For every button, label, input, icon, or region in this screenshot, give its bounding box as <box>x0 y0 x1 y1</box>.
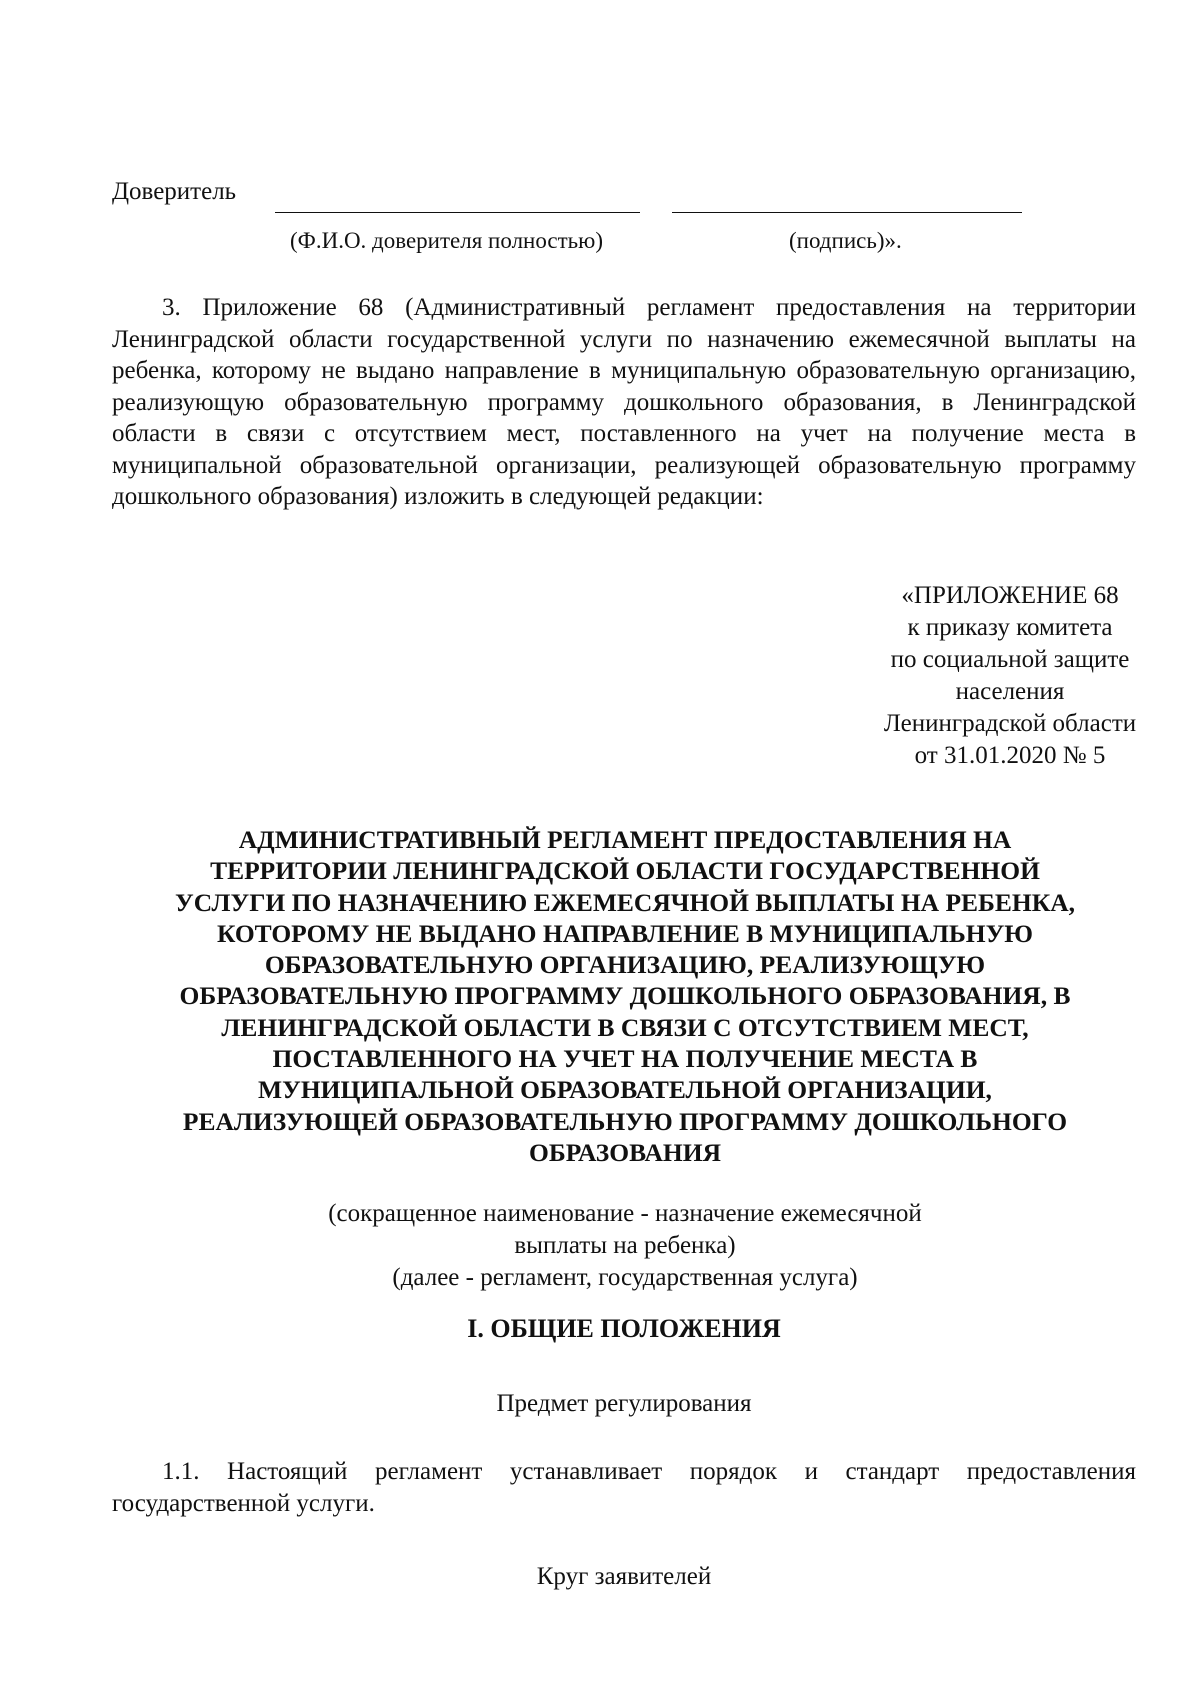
attachment-line: населения <box>955 678 1065 705</box>
subheading-subject: Предмет регулирования <box>496 1390 752 1417</box>
section-heading: I. ОБЩИЕ ПОЛОЖЕНИЯ <box>467 1314 781 1343</box>
title-line: ПОСТАВЛЕННОГО НА УЧЕТ НА ПОЛУЧЕНИЕ МЕСТА В <box>272 1044 978 1074</box>
principal-label: Доверитель <box>112 178 237 205</box>
title-line: КОТОРОМУ НЕ ВЫДАНО НАПРАВЛЕНИЕ В МУНИЦИПАЛЬНУЮ <box>216 918 1034 948</box>
signature-caption: (подпись)». <box>789 228 902 253</box>
title-line: УСЛУГИ ПО НАЗНАЧЕНИЮ ЕЖЕМЕСЯЧНОЙ ВЫПЛАТЫ НА РЕБЕНКА, <box>174 887 1076 917</box>
attachment-line: по социальной защите <box>890 646 1130 673</box>
title-line: ТЕРРИТОРИИ ЛЕНИНГРАДСКОЙ ОБЛАСТИ ГОСУДАРСТВЕННОЙ <box>210 856 1040 886</box>
title-line: ОБРАЗОВАТЕЛЬНУЮ ОРГАНИЗАЦИЮ, РЕАЛИЗУЮЩУЮ <box>264 950 986 980</box>
attachment-block <box>800 580 1200 772</box>
short-name-line: выплаты на ребенка) <box>514 1232 736 1259</box>
title-line: РЕАЛИЗУЮЩЕЙ ОБРАЗОВАТЕЛЬНУЮ ПРОГРАММУ ДОШКОЛЬНОГО <box>182 1106 1068 1136</box>
short-name-block <box>150 1198 1100 1294</box>
regulation-title <box>100 824 1150 1168</box>
short-name-line: (сокращенное наименование - назначение ежемесячной <box>328 1200 922 1227</box>
short-name-line: (далее - регламент, государственная услуга) <box>392 1264 858 1291</box>
signature-line <box>672 212 1022 213</box>
amendment-paragraph: 3. Приложение 68 (Административный регламент предоставления на территории Ленинградской области государственной услуги по назначению ежемесячной выплаты на ребенка, которому не выдано направление в муниципальную образовательную организацию, реализующую образовательную программу дошкольного образования, в Ленинградской области в связи с отсутствием мест, поставленного на учет на получение места в муниципальной образовательной организации, реализующей образовательную программу дошкольного образования) изложить в следующей редакции: <box>112 294 1136 510</box>
attachment-line: «ПРИЛОЖЕНИЕ 68 <box>901 582 1119 609</box>
title-line: ОБРАЗОВАТЕЛЬНУЮ ПРОГРАММУ ДОШКОЛЬНОГО ОБРАЗОВАНИЯ, В <box>179 981 1071 1011</box>
title-line: ОБРАЗОВАНИЯ <box>529 1137 721 1167</box>
subheading-applicants: Круг заявителей <box>536 1563 712 1590</box>
title-line: МУНИЦИПАЛЬНОЙ ОБРАЗОВАТЕЛЬНОЙ ОРГАНИЗАЦИИ, <box>258 1075 992 1105</box>
attachment-line: от 31.01.2020 № 5 <box>914 742 1106 769</box>
attachment-line: к приказу комитета <box>907 614 1113 641</box>
title-line: АДМИНИСТРАТИВНЫЙ РЕГЛАМЕНТ ПРЕДОСТАВЛЕНИЯ НА <box>238 825 1012 854</box>
name-signature-line <box>275 212 640 213</box>
name-caption: (Ф.И.О. доверителя полностью) <box>290 228 604 253</box>
clause-1-1: 1.1. Настоящий регламент устанавливает порядок и стандарт предоставления государственной услуги. <box>112 1458 1136 1517</box>
title-line: ЛЕНИНГРАДСКОЙ ОБЛАСТИ В СВЯЗИ С ОТСУТСТВИЕМ МЕСТ, <box>221 1012 1029 1042</box>
attachment-line: Ленинградской области <box>883 710 1137 737</box>
